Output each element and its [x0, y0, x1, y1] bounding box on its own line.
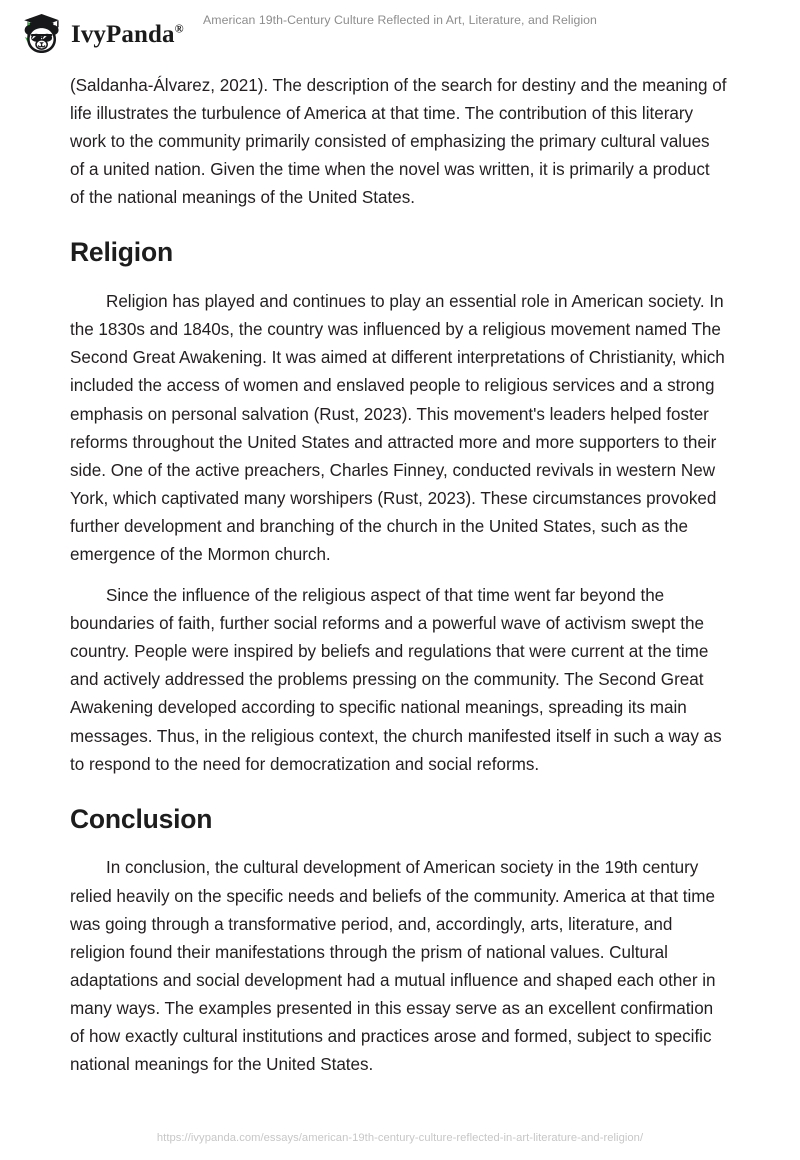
spacer — [70, 212, 728, 238]
spacer — [70, 569, 728, 582]
document-title: American 19th-Century Culture Reflected in Art, Literature, and Religion — [203, 13, 597, 27]
heading-conclusion: Conclusion — [70, 803, 213, 834]
paragraph-religion-2: Since the influence of the religious aspect of that time went far beyond the boundaries of faith, further social reforms and a powerful wave of activism swept the country. People were inspired by beliefs and regulations that were current at the time and actively addressed the problems pressing on the community. The Second Great Awakening developed according to specific national meanings, spreading its main messages. Thus, in the religious context, the church manifested itself in such a way as to respond to the need for democratization and social reforms. — [70, 586, 722, 774]
spacer — [70, 834, 728, 854]
brand-name-text: IvyPanda — [71, 20, 175, 48]
page-header — [0, 0, 800, 62]
spacer — [70, 779, 728, 805]
page-footer — [0, 1128, 800, 1146]
paragraph-continued-literature: (Saldanha-Álvarez, 2021). The description of the search for destiny and the meaning of life illustrates the turbulence of America at that time. The contribution of this literary work to the community primarily consisted of emphasizing the primary cultural values of a united nation. Given the time when the novel was written, it is primarily a product of the national meanings of the United States. — [70, 76, 727, 208]
registered-mark: ® — [174, 21, 184, 36]
source-url-link[interactable]: https://ivypanda.com/essays/american-19th-century-culture-reflected-in-art-literature-and-religion/ — [156, 1132, 644, 1144]
document-content — [70, 72, 728, 1079]
spacer — [70, 268, 728, 288]
heading-religion: Religion — [70, 237, 173, 268]
paragraph-religion-1: Religion has played and continues to play an essential role in American society. In the 1830s and 1840s, the country was influenced by a religious movement named The Second Great Awakening. It was aimed at different interpretations of Christianity, which included the access of women and enslaved people to religious services and a strong emphasis on personal salvation (Rust, 2023). This movement's leaders helped foster reforms throughout the United States and attracted more and more supporters to their side. One of the active preachers, Charles Finney, conducted revivals in western New York, which captivated many worshipers (Rust, 2023). These circumstances provoked further development and branching of the church in the United States, such as the emergence of the Mormon church. — [70, 292, 725, 564]
paragraph-conclusion-1: In conclusion, the cultural development of American society in the 19th century relied heavily on the specific needs and beliefs of the community. America at that time was going through a transformative period, and, accordingly, arts, literature, and religion found their manifestations through the prism of national values. Cultural adaptations and social development had a mutual influence and shaped each other in many ways. The examples presented in this essay serve as an excellent confirmation of how exactly cultural institutions and practices arose and formed, subject to specific national meanings for the United States. — [70, 858, 716, 1075]
